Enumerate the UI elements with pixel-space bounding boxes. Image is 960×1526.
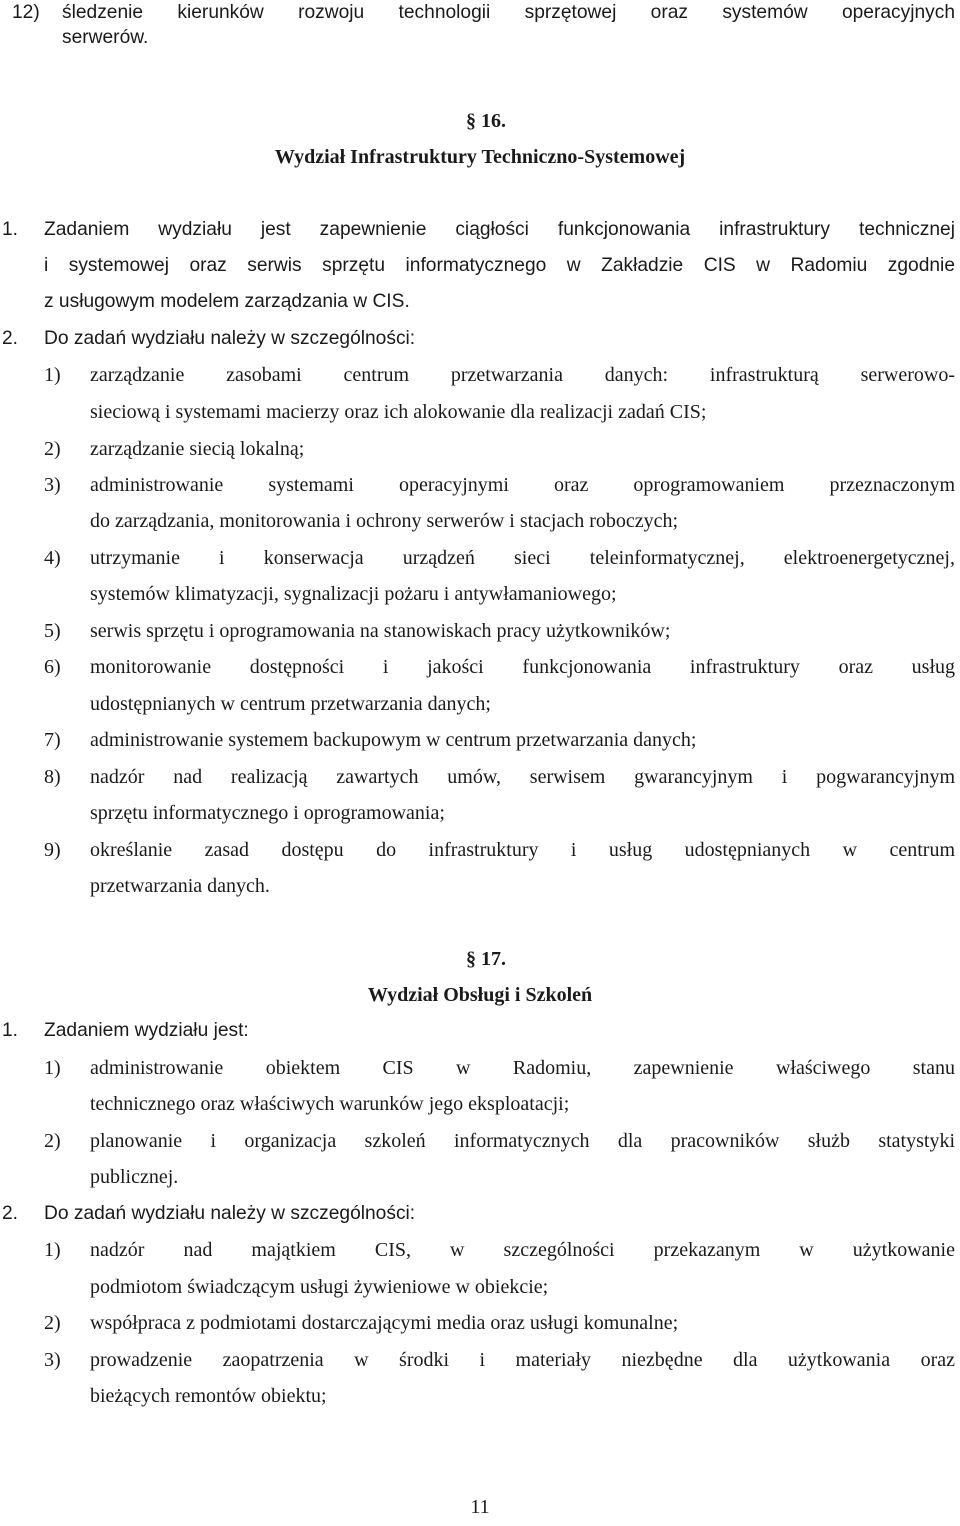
list-item-text-line: utrzymanie i konserwacja urządzeń sieci teleinformatycznej, elektroenergetycznej, [90,547,955,569]
list-item-number: 2) [44,1130,61,1152]
list-item-text-line: technicznego oraz właściwych warunków jego eksploatacji; [90,1093,570,1115]
list-item-number: 2) [44,438,61,460]
list-item-number: 1) [44,1239,61,1261]
paragraph-number: 1. [2,1020,19,1041]
paragraph-number: 2. [2,328,19,349]
list-item-number: 6) [44,656,61,678]
list-item-number: 2) [44,1312,61,1334]
list-item-text-line: publicznej. [90,1166,179,1188]
list-item-number: 12) [12,2,40,23]
list-item-number: 8) [44,766,61,788]
list-item-number: 3) [44,1349,61,1371]
paragraph-number: 2. [2,1203,19,1224]
section-title: Wydział Infrastruktury Techniczno-Systemowej [274,146,686,168]
list-item-text-line: prowadzenie zaopatrzenia w środki i materiały niezbędne dla użytkowania oraz [90,1349,955,1371]
list-item-text-line: administrowanie systemem backupowym w centrum przetwarzania danych; [90,729,697,751]
section-number: § 17. [466,948,506,970]
list-item-text-line: nadzór nad majątkiem CIS, w szczególności przekazanym w użytkowanie [90,1239,955,1261]
list-item-text-line: sieciową i systemami macierzy oraz ich alokowanie dla realizacji zadań CIS; [90,401,707,423]
list-item-text-line: administrowanie systemami operacyjnymi oraz oprogramowaniem przeznaczonym [90,474,955,496]
list-item-text-line: serwis sprzętu i oprogramowania na stanowiskach pracy użytkowników; [90,620,671,642]
section-number: § 16. [466,110,506,132]
list-item-text-line: zarządzanie siecią lokalną; [90,438,305,460]
list-item-number: 1) [44,1057,61,1079]
list-item-text-line: administrowanie obiektem CIS w Radomiu, zapewnienie właściwego stanu [90,1057,955,1079]
list-item-number: 7) [44,729,61,751]
list-item-text-line: zarządzanie zasobami centrum przetwarzania danych: infrastrukturą serwerowo- [90,364,955,386]
list-item-text-line: systemów klimatyzacji, sygnalizacji pożaru i antywłamaniowego; [90,583,617,605]
list-item-text-line: udostępnianych w centrum przetwarzania danych; [90,693,491,715]
paragraph-intro: Do zadań wydziału należy w szczególności: [44,1203,416,1224]
list-item-text-line: serwerów. [62,27,149,48]
list-item-number: 9) [44,839,61,861]
list-item-text-line: monitorowanie dostępności i jakości funkcjonowania infrastruktury oraz usług [90,656,955,678]
paragraph-number: 1. [2,219,19,240]
list-item-text-line: bieżących remontów obiektu; [90,1385,327,1407]
paragraph-intro: Do zadań wydziału należy w szczególności: [44,328,416,349]
section-title: Wydział Obsługi i Szkoleń [367,984,593,1006]
list-item-text-line: do zarządzania, monitorowania i ochrony serwerów i stacjach roboczych; [90,510,679,532]
list-item-text-line: śledzenie kierunków rozwoju technologii sprzętowej oraz systemów operacyjnych [62,2,955,23]
page-number: 11 [470,1496,490,1518]
list-item-text-line: przetwarzania danych. [90,875,270,897]
list-item-number: 1) [44,364,61,386]
paragraph-line: z usługowym modelem zarządzania w CIS. [44,291,410,312]
list-item-text-line: nadzór nad realizacją zawartych umów, serwisem gwarancyjnym i pogwarancyjnym [90,766,955,788]
list-item-text-line: sprzętu informatycznego i oprogramowania; [90,802,445,824]
list-item-number: 3) [44,474,61,496]
list-item-number: 4) [44,547,61,569]
paragraph-line: Zadaniem wydziału jest zapewnienie ciągłości funkcjonowania infrastruktury technicznej [44,219,955,240]
paragraph-line: i systemowej oraz serwis sprzętu informatycznego w Zakładzie CIS w Radomiu zgodnie [44,255,955,276]
list-item-number: 5) [44,620,61,642]
list-item-text-line: określanie zasad dostępu do infrastruktury i usług udostępnianych w centrum [90,839,955,861]
paragraph-intro: Zadaniem wydziału jest: [44,1020,249,1041]
list-item-text-line: współpraca z podmiotami dostarczającymi media oraz usługi komunalne; [90,1312,679,1334]
list-item-text-line: podmiotom świadczącym usługi żywieniowe w obiekcie; [90,1276,549,1298]
list-item-text-line: planowanie i organizacja szkoleń informatycznych dla pracowników służb statystyki [90,1130,955,1152]
